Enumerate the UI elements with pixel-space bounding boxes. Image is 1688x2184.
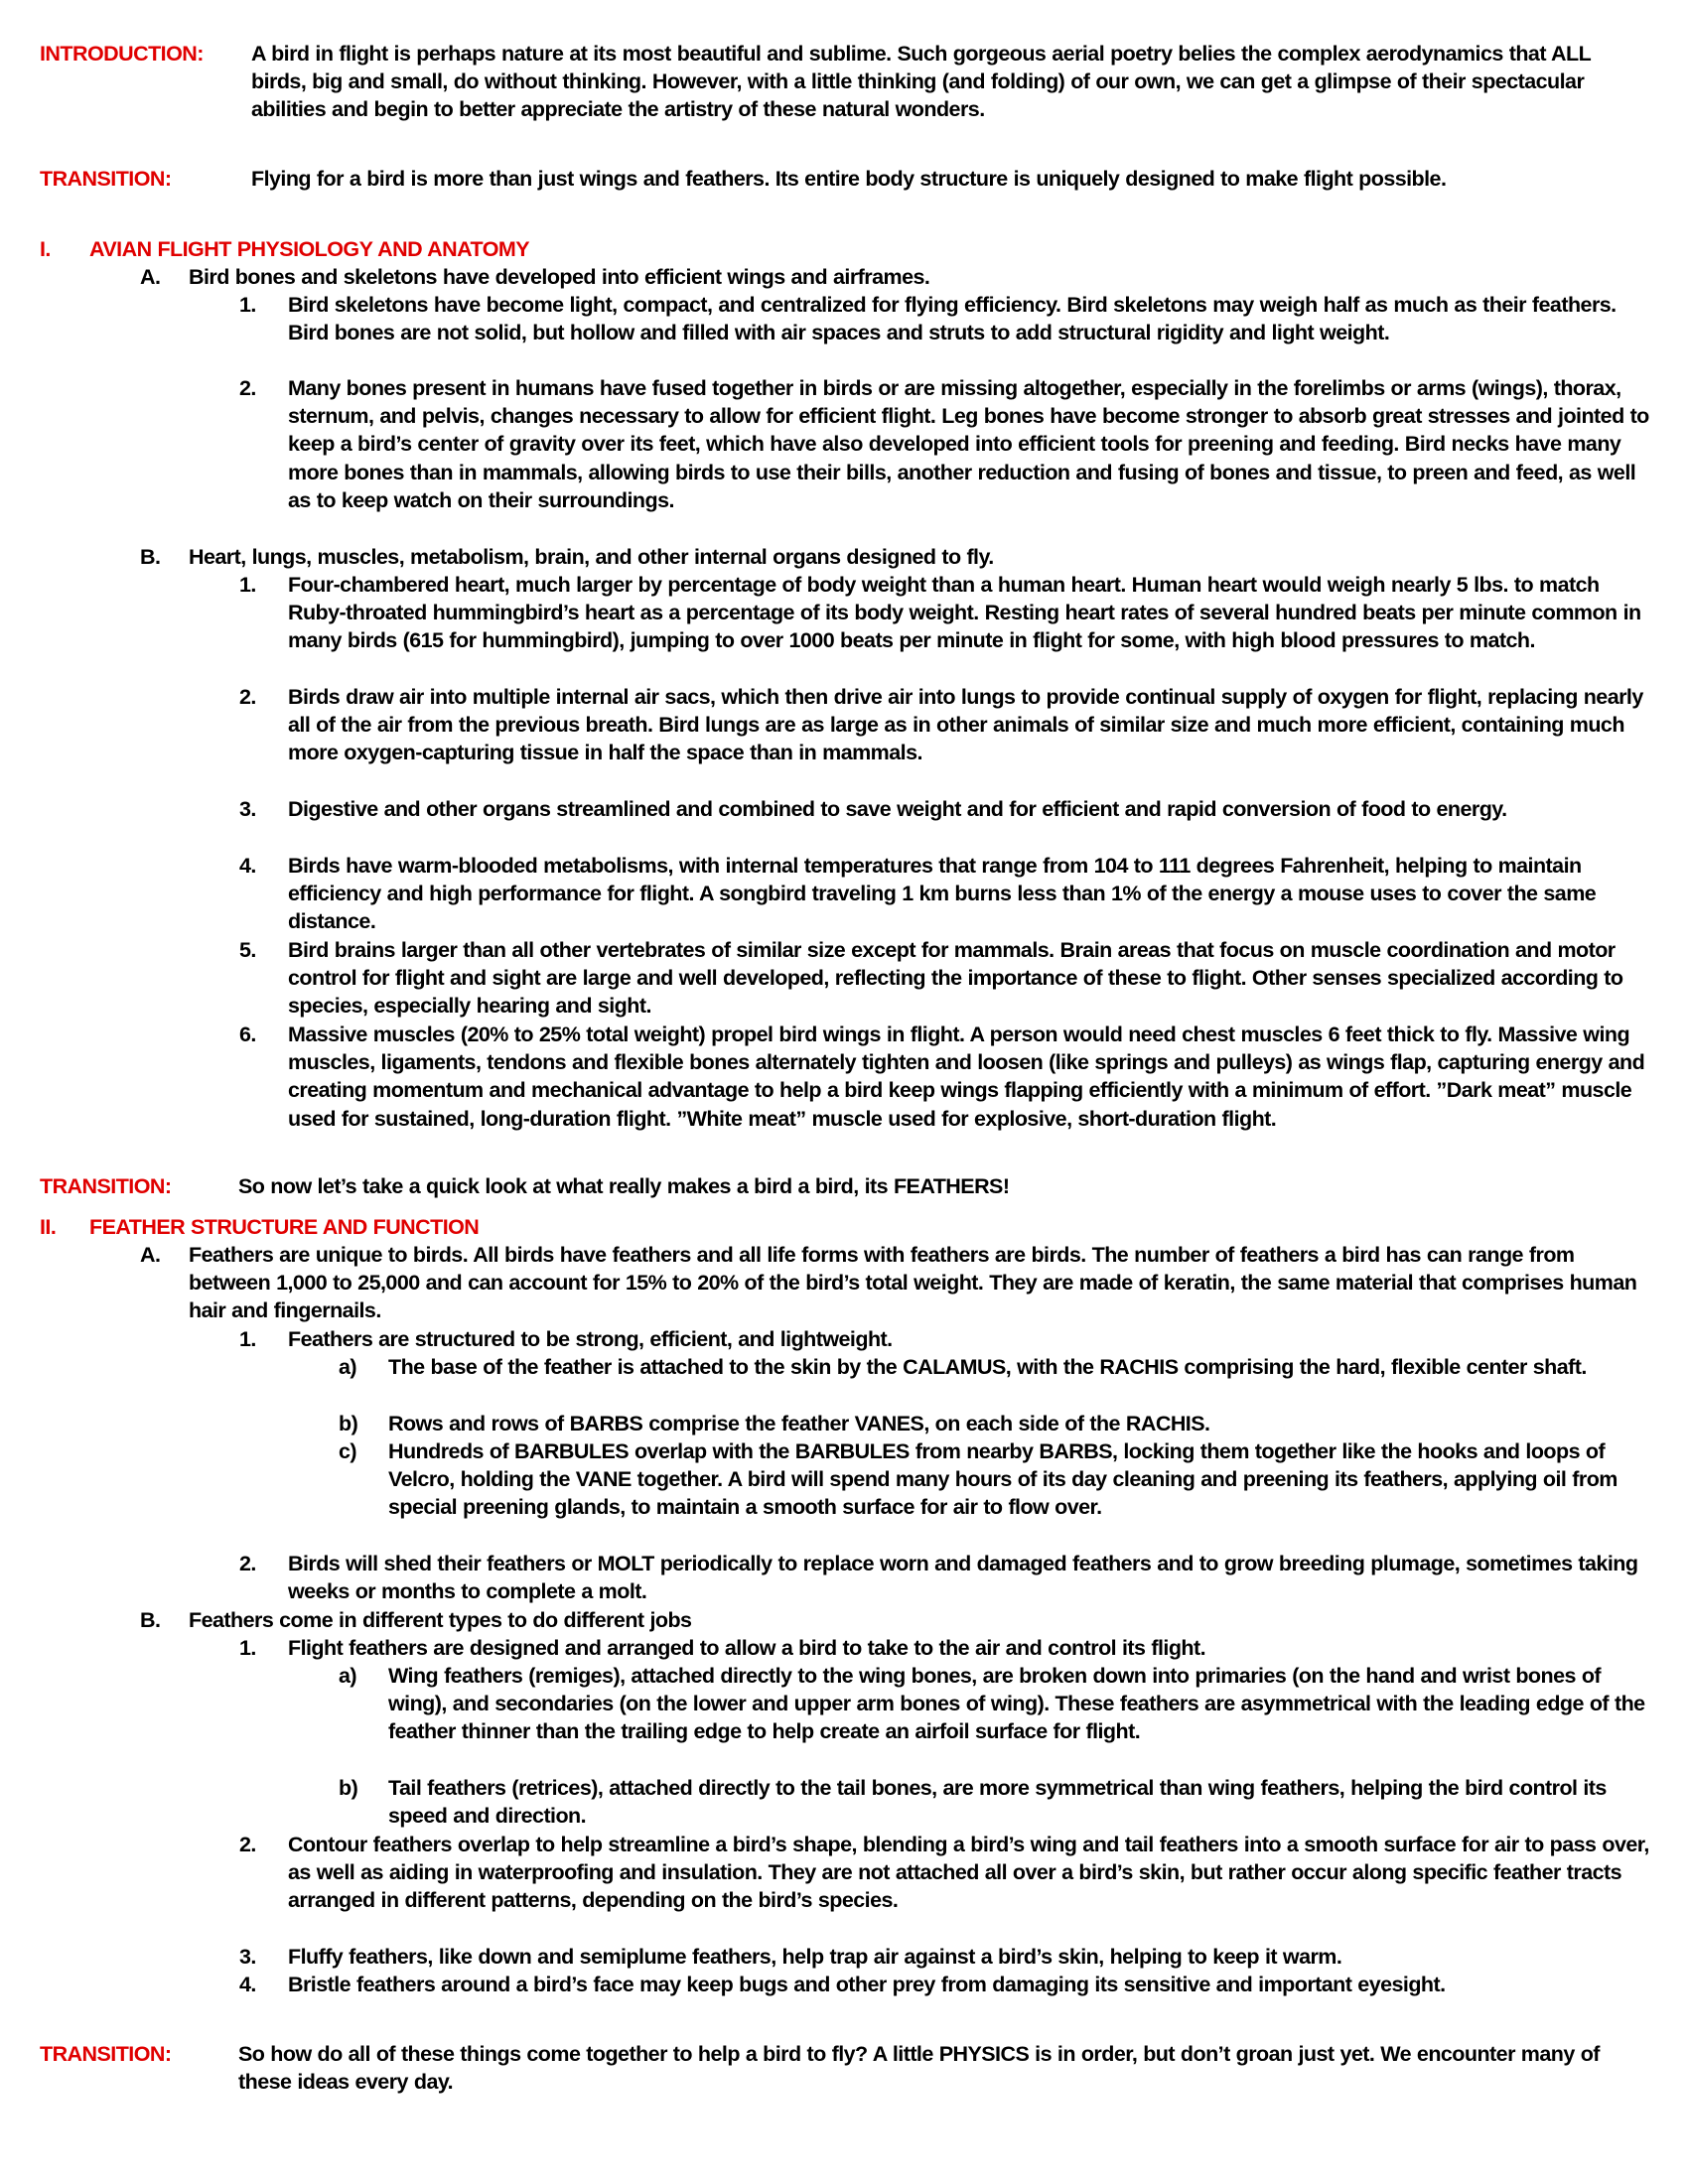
outline-item bbox=[0, 852, 1688, 936]
outline-item bbox=[0, 683, 1688, 795]
item-text: Many bones present in humans have fused together in birds or are missing altogether, especially in the forelimbs or arms (wings), thorax, sternum, and pelvis, changes necessary to allow for efficient flight. Leg bones have become stronger to absorb great stresses and jointed to keep a bird’s center of gravity over its feet, which have also developed into efficient tools for preening and feeding. Bird necks have many more bones than in mammals, allowing birds to use their bills, another reduction and fusing of bones and tissue, to preen and feed, as well as to keep watch on their surroundings. bbox=[288, 376, 1649, 512]
outline-item bbox=[0, 1943, 1688, 1971]
transition-label: TRANSITION: bbox=[40, 1174, 172, 1198]
introduction-label: INTRODUCTION: bbox=[40, 42, 204, 66]
transition-text: So how do all of these things come together to help a bird to fly? A little PHYSICS is in order, but don’t groan just yet. We encounter many of these ideas every day. bbox=[238, 2042, 1600, 2095]
item-text: Feathers come in different types to do different jobs bbox=[189, 1608, 692, 1632]
item-text: Birds draw air into multiple internal air sacs, which then drive air into lungs to provide continual supply of oxygen for flight, replacing nearly all of the air from the previous breath. Bird lungs are as large as in other animals of similar size and much more efficient, containing much more oxygen-capturing tissue in half the space than in mammals. bbox=[288, 685, 1643, 765]
item-marker: 1. bbox=[239, 573, 256, 597]
item-text: Four-chambered heart, much larger by percentage of body weight than a human heart. Human heart would weigh nearly 5 lbs. to match Ruby-throated hummingbird’s heart as a percentage of its body weight. Resting heart rates of several hundred beats per minute common in many birds (615 for hummingbird), jumping to over 1000 beats per minute in flight for some, with high blood pressures to match. bbox=[288, 573, 1641, 653]
section-title: AVIAN FLIGHT PHYSIOLOGY AND ANATOMY bbox=[89, 237, 530, 261]
item-marker: 4. bbox=[239, 1973, 256, 1996]
section-heading bbox=[0, 235, 1688, 263]
item-text: Feathers are structured to be strong, efficient, and lightweight. bbox=[288, 1327, 893, 1351]
transition-block bbox=[0, 1172, 1688, 1200]
outline-item bbox=[0, 1606, 1688, 1634]
item-marker: 1. bbox=[239, 1636, 256, 1660]
transition-block bbox=[0, 2040, 1688, 2097]
section-numeral: I. bbox=[40, 237, 51, 261]
item-marker: 4. bbox=[239, 854, 256, 878]
item-marker: 2. bbox=[239, 1552, 256, 1575]
outline-item bbox=[0, 936, 1688, 1021]
outline-item bbox=[0, 1550, 1688, 1606]
item-text: Bird brains larger than all other vertebrates of similar size except for mammals. Brain areas that focus on muscle coordination and motor control for flight and sight are large and well developed, reflecting the importance of these to flight. Other senses specialized according to species, especially hearing and sight. bbox=[288, 938, 1623, 1019]
item-text: Bird skeletons have become light, compact, and centralized for flying efficiency. Bird skeletons may weigh half as much as their feathers. Bird bones are not solid, but hollow and filled with air spaces and struts to add structural rigidity and light weight. bbox=[288, 293, 1617, 345]
item-text: Birds have warm-blooded metabolisms, with internal temperatures that range from 104 to 111 degrees Fahrenheit, helping to maintain efficiency and high performance for flight. A songbird traveling 1 km burns less than 1% of the energy a mouse uses to cover the same distance. bbox=[288, 854, 1597, 934]
item-marker: a) bbox=[339, 1664, 357, 1688]
item-text: Bird bones and skeletons have developed into efficient wings and airframes. bbox=[189, 265, 930, 289]
outline-item bbox=[0, 795, 1688, 852]
transition-text: So now let’s take a quick look at what really makes a bird a bird, its FEATHERS! bbox=[238, 1174, 1010, 1198]
item-text: Flight feathers are designed and arranged to allow a bird to take to the air and control its flight. bbox=[288, 1636, 1206, 1660]
outline-item bbox=[0, 1410, 1688, 1437]
outline-item bbox=[0, 1353, 1688, 1410]
outline-item bbox=[0, 543, 1688, 571]
transition-label: TRANSITION: bbox=[40, 2042, 172, 2066]
item-marker: 2. bbox=[239, 685, 256, 709]
item-marker: 1. bbox=[239, 1327, 256, 1351]
section-numeral: II. bbox=[40, 1215, 57, 1239]
outline-item bbox=[0, 1662, 1688, 1774]
item-text: Fluffy feathers, like down and semiplume feathers, help trap air against a bird’s skin, helping to keep it warm. bbox=[288, 1945, 1342, 1969]
outline-item bbox=[0, 1437, 1688, 1550]
item-text: Wing feathers (remiges), attached directly to the wing bones, are broken down into primaries (on the hand and wrist bones of wing), and secondaries (on the lower and upper arm bones of wing). These feathers are asymmetrical with the leading edge of the feather thinner than the trailing edge to help create an airfoil surface for flight. bbox=[388, 1664, 1645, 1744]
item-text: Rows and rows of BARBS comprise the feather VANES, on each side of the RACHIS. bbox=[388, 1412, 1210, 1435]
section-heading bbox=[0, 1213, 1688, 1241]
item-text: Hundreds of BARBULES overlap with the BARBULES from nearby BARBS, locking them together like the hooks and loops of Velcro, holding the VANE together. A bird will spend many hours of its day cleaning and preening its feathers, applying oil from special preening glands, to maintain a smooth surface for air to flow over. bbox=[388, 1439, 1618, 1520]
item-text: Contour feathers overlap to help streamline a bird’s shape, blending a bird’s wing and tail feathers into a smooth surface for air to pass over, as well as aiding in waterproofing and insulation. They are not attached all over a bird’s skin, but rather occur along specific feather tracts arranged in different patterns, depending on the bird’s species. bbox=[288, 1833, 1649, 1913]
item-text: The base of the feather is attached to the skin by the CALAMUS, with the RACHIS comprising the hard, flexible center shaft. bbox=[388, 1355, 1587, 1379]
item-marker: 2. bbox=[239, 376, 256, 400]
outline-item bbox=[0, 1021, 1688, 1160]
item-marker: 2. bbox=[239, 1833, 256, 1856]
item-marker: A. bbox=[140, 265, 161, 289]
item-marker: 5. bbox=[239, 938, 256, 962]
item-marker: b) bbox=[339, 1412, 358, 1435]
item-text: Massive muscles (20% to 25% total weight) propel bird wings in flight. A person would need chest muscles 6 feet thick to fly. Massive wing muscles, ligaments, tendons and flexible bones alternately tighten and loosen (like springs and pulleys) as wings flap, capturing energy and creating momentum and mechanical advantage to help a bird keep wings flapping efficiently with a minimum of effort. ”Dark meat” muscle used for sustained, long-duration flight. ”White meat” muscle used for explosive, short-duration flight. bbox=[288, 1023, 1645, 1131]
item-marker: B. bbox=[140, 545, 161, 569]
outline-item bbox=[0, 1634, 1688, 1662]
item-marker: 3. bbox=[239, 1945, 256, 1969]
outline-item bbox=[0, 1774, 1688, 1831]
item-text: Digestive and other organs streamlined and combined to save weight and for efficient and rapid conversion of food to energy. bbox=[288, 797, 1507, 821]
introduction-text: A bird in flight is perhaps nature at its most beautiful and sublime. Such gorgeous aerial poetry belies the complex aerodynamics that ALL birds, big and small, do without thinking. However, with a little thinking (and folding) of our own, we can get a glimpse of their spectacular abilities and begin to better appreciate the artistry of these natural wonders. bbox=[251, 42, 1591, 122]
transition-label: TRANSITION: bbox=[40, 167, 172, 191]
outline-item bbox=[0, 1831, 1688, 1943]
outline-item bbox=[0, 263, 1688, 291]
item-text: Heart, lungs, muscles, metabolism, brain, and other internal organs designed to fly. bbox=[189, 545, 994, 569]
item-marker: c) bbox=[339, 1439, 357, 1463]
item-text: Feathers are unique to birds. All birds have feathers and all life forms with feathers are birds. The number of feathers a bird has can range from between 1,000 to 25,000 and can account for 15% to 20% of the bird’s total weight. They are made of keratin, the same material that comprises human hair and fingernails. bbox=[189, 1243, 1637, 1323]
transition-block bbox=[0, 165, 1688, 222]
item-marker: A. bbox=[140, 1243, 161, 1267]
outline-item bbox=[0, 291, 1688, 375]
item-marker: a) bbox=[339, 1355, 357, 1379]
introduction-block bbox=[0, 40, 1688, 154]
item-marker: 3. bbox=[239, 797, 256, 821]
outline-item bbox=[0, 1241, 1688, 1325]
item-text: Tail feathers (retrices), attached directly to the tail bones, are more symmetrical than wing feathers, helping the bird control its speed and direction. bbox=[388, 1776, 1607, 1829]
transition-text: Flying for a bird is more than just wings and feathers. Its entire body structure is uniquely designed to make flight possible. bbox=[251, 167, 1447, 191]
outline-item bbox=[0, 374, 1688, 543]
outline-item bbox=[0, 1325, 1688, 1353]
item-text: Bristle feathers around a bird’s face may keep bugs and other prey from damaging its sensitive and important eyesight. bbox=[288, 1973, 1446, 1996]
item-marker: 1. bbox=[239, 293, 256, 317]
item-marker: b) bbox=[339, 1776, 358, 1800]
outline-item bbox=[0, 1971, 1688, 2027]
item-text: Birds will shed their feathers or MOLT periodically to replace worn and damaged feathers and to grow breeding plumage, sometimes taking weeks or months to complete a molt. bbox=[288, 1552, 1638, 1604]
item-marker: B. bbox=[140, 1608, 161, 1632]
item-marker: 6. bbox=[239, 1023, 256, 1046]
outline-item bbox=[0, 571, 1688, 683]
section-title: FEATHER STRUCTURE AND FUNCTION bbox=[89, 1215, 480, 1239]
